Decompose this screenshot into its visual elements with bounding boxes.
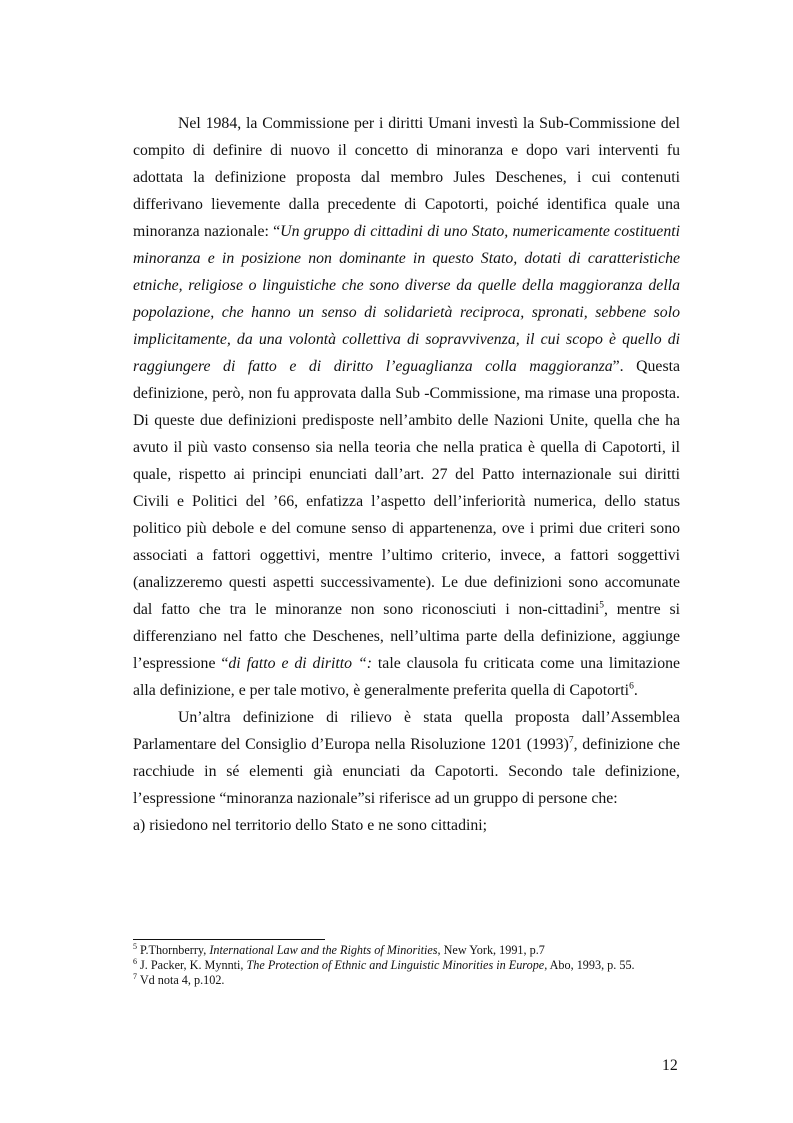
text-run: a) risiedono nel territorio dello Stato e ne sono cittadini; [133,817,488,834]
text-run: , Abo, 1993, p. 55. [544,958,635,972]
text-run: , mentre si differenziano nel fatto che Deschenes, nell’ultima parte della definizione, aggiunge l’espressione “ [133,601,680,672]
footnote-ref-7[interactable]: 7 [568,735,574,746]
footnote-ref-5[interactable]: 5 [599,600,605,611]
text-run: Un’altra definizione di rilievo è stata quella proposta dall’Assemblea Parlamentare del Consiglio d’Europa nella Risoluzione 1201 (1993) [133,709,680,753]
footnote-marker: 6 [133,956,137,966]
body-text [133,110,680,839]
quoted-definition: Un gruppo di cittadini di uno Stato, numericamente costituenti minoranza e in posizione non dominante in questo Stato, dotati di caratteristiche etniche, religiose o linguistiche che sono diverse da quelle della maggioranza della popolazione, che hanno un senso di solidarietà reciproca, spronati, sebbene solo implicitamente, da una volontà collettiva di sopravvivenza, il cui scopo è quello di raggiungere di fatto e di diritto l’eguaglianza colla maggioranza [133,223,680,375]
citation-title: The Protection of Ethnic and Linguistic Minorities in Europe [246,958,545,972]
text-run: Nel 1984, la Commissione per i diritti Umani investì la Sub-Commissione del compito di definire di nuovo il concetto di minoranza e dopo vari interventi fu adottata la definizione proposta dal membro Jules Deschenes, i cui contenuti differivano lievemente dalla precedente di Capotorti, poiché identifica quale una minoranza nazionale: “ [133,115,680,240]
text-run: tale clausola fu criticata come una limitazione alla definizione, e per tale motivo, è generalmente preferita quella di Capotorti [133,655,680,699]
footnote-5 [133,943,680,957]
footnotes [133,943,680,988]
paragraph-2 [133,704,680,812]
footnote-marker: 5 [133,941,137,951]
footnote-7 [133,973,680,987]
text-run: P.Thornberry, [137,943,210,957]
footnote-separator [133,939,325,940]
list-item-a [133,812,680,839]
text-run: Vd nota 4, p.102. [137,973,225,987]
page-number: 12 [662,1057,678,1074]
text-run: J. Packer, K. Mynnti, [137,958,247,972]
footnote-ref-6[interactable]: 6 [629,681,634,692]
text-run: , definizione che racchiude in sé elementi già enunciati da Capotorti. Secondo tale definizione, l’espressione “minoranza nazionale”si riferisce ad un gruppo di persone che: [133,736,680,807]
text-run: , New York, 1991, p.7 [437,943,545,957]
citation-title: International Law and the Rights of Minorities [209,943,438,957]
italic-phrase: di fatto e di diritto “: [228,655,373,672]
text-run: ”. Questa definizione, però, non fu approvata dalla Sub -Commissione, ma rimase una proposta. Di queste due definizioni predisposte nell’ambito delle Nazioni Unite, quella che ha avuto il più vasto consenso sia nella teoria che nella pratica è quella di Capotorti, il quale, rispetto ai principi enunciati dall’art. 27 del Patto internazionale sui diritti Civili e Politici del ’66, enfatizza l’aspetto dell’inferiorità numerica, dello status politico più debole e del comune senso di appartenenza, ove i primi due criteri sono associati a fattori oggettivi, mentre l’ultimo criterio, invece, a fattori soggettivi (analizzeremo questi aspetti successivamente). Le due definizioni sono accomunate dal fatto che tra le minoranze non sono riconosciuti i non-cittadini [133,358,680,618]
footnote-6 [133,958,680,972]
footnote-marker: 7 [133,971,137,981]
paragraph-1 [133,110,680,704]
text-run: . [633,682,638,699]
